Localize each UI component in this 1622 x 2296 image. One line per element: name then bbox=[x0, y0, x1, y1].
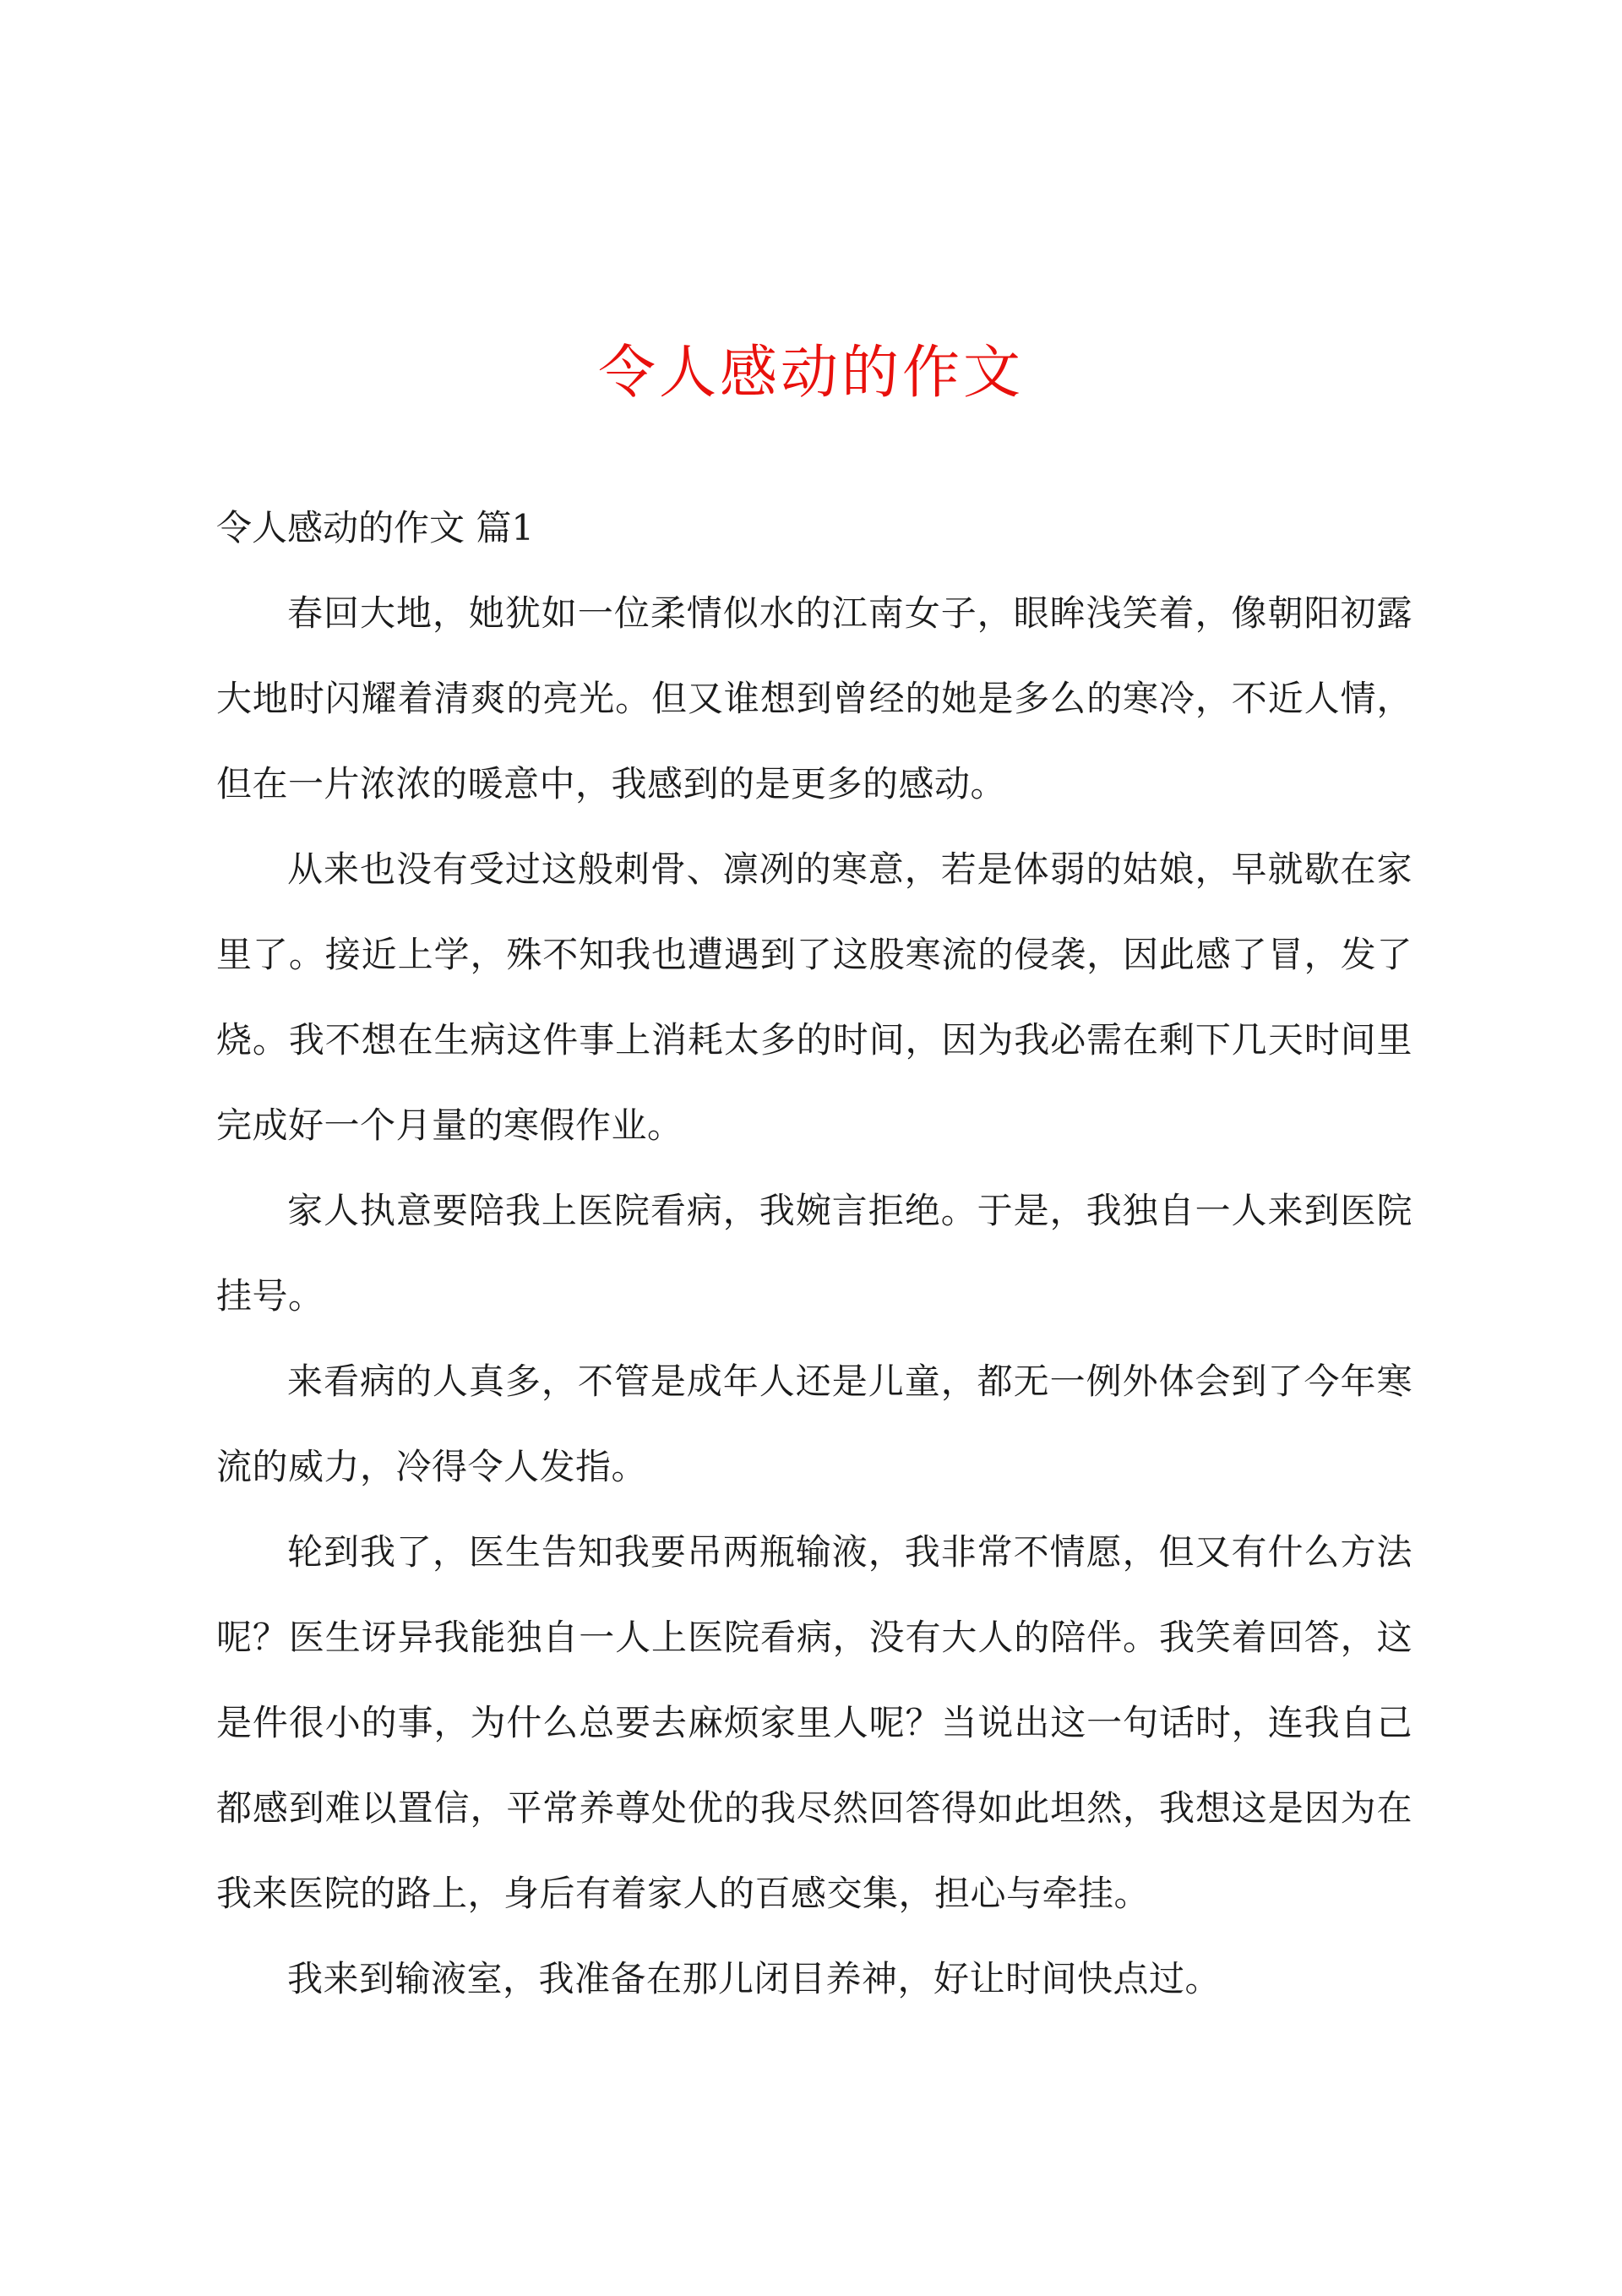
paragraph-4: 来看病的人真多，不管是成年人还是儿童，都无一例外体会到了今年寒流的威力，冷得令人发指。 bbox=[216, 1361, 1412, 1487]
paragraph-2: 从来也没有受过这般刺骨、凛冽的寒意，若是体弱的姑娘，早就歇在家里了。接近上学，殊不知我也遭遇到了这股寒流的侵袭，因此感了冒，发了烧。我不想在生病这件事上消耗太多的时间，因为我必需在剩下几天时间里完成好一个月量的寒假作业。 bbox=[216, 848, 1412, 1146]
section-heading: 令人感动的作文 篇1 bbox=[216, 507, 535, 548]
document-title: 令人感动的作文 bbox=[597, 340, 1024, 406]
paragraph-6: 我来到输液室，我准备在那儿闭目养神，好让时间快点过。 bbox=[287, 1958, 1222, 1999]
document-body bbox=[216, 485, 1412, 2021]
paragraph-3: 家人执意要陪我上医院看病，我婉言拒绝。于是，我独自一人来到医院挂号。 bbox=[216, 1190, 1412, 1317]
paragraph-1: 春回大地，她犹如一位柔情似水的江南女子，眼眸浅笑着，像朝阳初露大地时闪耀着清爽的亮光。但又谁想到曾经的她是多么的寒冷，不近人情，但在一片浓浓的暖意中，我感到的是更多的感动。 bbox=[216, 592, 1412, 804]
paragraph-5: 轮到我了，医生告知我要吊两瓶输液，我非常不情愿，但又有什么方法呢？医生讶异我能独自一人上医院看病，没有大人的陪伴。我笑着回答，这是件很小的事，为什么总要去麻烦家里人呢？当说出这一句话时，连我自己都感到难以置信，平常养尊处优的我尽然回答得如此坦然，我想这是因为在我来医院的路上，身后有着家人的百感交集，担心与牵挂。 bbox=[216, 1531, 1412, 1914]
